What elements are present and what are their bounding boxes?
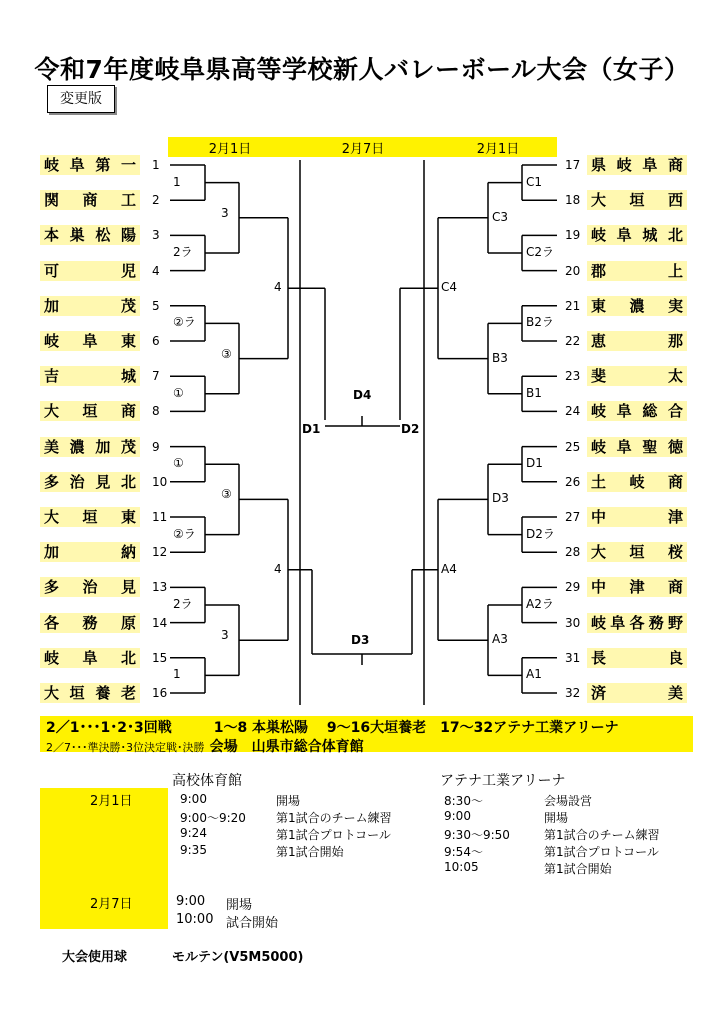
team-name: 岐阜総合 bbox=[591, 402, 683, 421]
match-label: ① bbox=[173, 456, 184, 471]
match-label: A2ラ bbox=[526, 597, 554, 611]
team-name: 岐阜城北 bbox=[591, 226, 683, 245]
schedule-event: 開場 bbox=[544, 811, 569, 825]
team-name: 大垣桜 bbox=[591, 543, 683, 562]
final-label: D4 bbox=[353, 388, 372, 402]
team-name: 関商工 bbox=[44, 191, 136, 210]
team-number: 5 bbox=[152, 298, 160, 313]
schedule-event: 第1試合開始 bbox=[544, 862, 612, 876]
team-name: 大垣東 bbox=[44, 508, 136, 526]
match-label: C3 bbox=[492, 209, 509, 224]
venue-line-2-dates: 2／7･･･準決勝･3位決定戦･決勝 bbox=[46, 741, 205, 754]
team-number: 15 bbox=[152, 650, 168, 665]
match-label: ① bbox=[173, 385, 184, 400]
team-name: 済美 bbox=[591, 684, 683, 702]
team-name: 岐阜東 bbox=[44, 332, 136, 350]
team-name: 長良 bbox=[591, 648, 683, 667]
schedule-time: 8:30～ bbox=[444, 794, 483, 808]
team-name: 東濃実 bbox=[591, 296, 683, 315]
match-label: A3 bbox=[492, 632, 508, 647]
schedule-time: 9:35 bbox=[180, 843, 207, 857]
team-number: 13 bbox=[152, 580, 168, 595]
schedule-event: 試合開始 bbox=[226, 916, 279, 931]
team-name: 加納 bbox=[44, 543, 136, 562]
page-title: 令和7年度岐阜県高等学校新人バレーボール大会（女子） bbox=[34, 55, 690, 84]
team-name: 大垣西 bbox=[591, 191, 683, 210]
team-number: 9 bbox=[152, 439, 160, 454]
match-label: A1 bbox=[526, 667, 542, 682]
match-label: B2ラ bbox=[526, 315, 554, 330]
semifinal-label: D2 bbox=[401, 422, 420, 436]
schedule-date-day7: 2月7日 bbox=[90, 897, 133, 912]
match-label: C1 bbox=[526, 174, 543, 189]
team-number: 3 bbox=[152, 228, 160, 243]
team-number: 12 bbox=[152, 545, 168, 560]
schedule-event: 開場 bbox=[276, 794, 301, 808]
match-label: ②ラ bbox=[173, 526, 196, 541]
match-label: C4 bbox=[441, 280, 458, 295]
ball-label: 大会使用球 bbox=[62, 950, 128, 965]
team-number: 23 bbox=[565, 369, 581, 384]
third-place-label: D3 bbox=[351, 633, 370, 647]
team-name: 岐阜聖徳 bbox=[591, 437, 683, 456]
team-number: 27 bbox=[565, 510, 581, 524]
team-number: 11 bbox=[152, 510, 168, 524]
schedule-time: 9:00 bbox=[176, 894, 206, 909]
match-label: 2ラ bbox=[173, 245, 193, 259]
team-number: 24 bbox=[565, 404, 581, 419]
match-label: ②ラ bbox=[173, 315, 196, 330]
venue-line-2-place: 会場 山県市総合体育館 bbox=[209, 739, 364, 755]
team-number: 8 bbox=[152, 404, 160, 419]
match-label: 1 bbox=[173, 174, 181, 189]
team-name: 各務原 bbox=[44, 613, 136, 632]
team-number: 31 bbox=[565, 650, 581, 665]
team-number: 22 bbox=[565, 334, 581, 348]
revised-badge: 変更版 bbox=[47, 85, 115, 113]
team-name: 恵那 bbox=[591, 332, 683, 350]
schedule-time: 10:05 bbox=[444, 860, 479, 874]
team-name: 岐阜第一 bbox=[44, 156, 136, 174]
match-label: D1 bbox=[526, 456, 543, 471]
team-number: 7 bbox=[152, 369, 160, 384]
schedule-event: 第1試合プロトコール bbox=[544, 845, 659, 859]
match-label: ③ bbox=[221, 487, 232, 502]
team-name: 多治見 bbox=[44, 578, 136, 597]
date-right: 2月1日 bbox=[476, 142, 520, 157]
team-number: 30 bbox=[565, 615, 581, 630]
team-name: 斐太 bbox=[591, 367, 683, 386]
schedule-time: 9:00 bbox=[180, 792, 207, 806]
match-label: 1 bbox=[173, 667, 181, 682]
team-name: 大垣商 bbox=[44, 402, 136, 421]
match-label: C2ラ bbox=[526, 245, 555, 259]
schedule-heading-arena: アテナ工業アリーナ bbox=[440, 773, 566, 789]
date-left: 2月1日 bbox=[208, 142, 252, 157]
ball-value: モルテン(V5M5000) bbox=[172, 950, 304, 965]
schedule-event: 第1試合のチーム練習 bbox=[544, 828, 660, 842]
match-label: B3 bbox=[492, 350, 508, 365]
team-number: 17 bbox=[565, 158, 581, 172]
team-number: 32 bbox=[565, 686, 581, 700]
schedule-event: 第1試合開始 bbox=[276, 845, 344, 859]
schedule-date-day1: 2月1日 bbox=[90, 794, 133, 809]
schedule-time: 9:30～9:50 bbox=[444, 828, 510, 842]
team-name: 吉城 bbox=[44, 367, 136, 386]
team-name: 可児 bbox=[44, 261, 136, 280]
schedule-time: 9:24 bbox=[180, 826, 207, 840]
schedule-event: 第1試合プロトコール bbox=[276, 828, 391, 842]
team-name: 本巣松陽 bbox=[44, 226, 136, 245]
match-label: A4 bbox=[441, 561, 457, 576]
team-name: 大垣養老 bbox=[44, 684, 136, 702]
team-name: 中津 bbox=[591, 508, 683, 526]
schedule-event: 開場 bbox=[226, 898, 253, 913]
team-number: 28 bbox=[565, 545, 581, 560]
team-number: 4 bbox=[152, 263, 160, 278]
team-number: 2 bbox=[152, 193, 160, 208]
team-name: 県岐阜商 bbox=[591, 156, 683, 174]
venue-line-2 bbox=[46, 736, 364, 756]
team-number: 18 bbox=[565, 193, 581, 208]
match-label: D3 bbox=[492, 491, 509, 506]
match-label: 3 bbox=[221, 205, 229, 220]
schedule-event: 会場設営 bbox=[544, 794, 593, 808]
team-name: 岐阜各務野 bbox=[591, 613, 683, 632]
semifinal-label: D1 bbox=[302, 422, 321, 436]
team-name: 郡上 bbox=[591, 261, 683, 280]
team-number: 10 bbox=[152, 474, 168, 489]
team-number: 14 bbox=[152, 615, 168, 630]
team-number: 21 bbox=[565, 298, 581, 313]
match-label: 3 bbox=[221, 628, 229, 643]
match-label: 4 bbox=[274, 561, 282, 576]
team-number: 19 bbox=[565, 228, 581, 243]
schedule-event: 第1試合のチーム練習 bbox=[276, 811, 392, 825]
team-name: 加茂 bbox=[44, 296, 136, 315]
match-label: ③ bbox=[221, 346, 232, 361]
team-name: 多治見北 bbox=[44, 472, 136, 491]
team-number: 16 bbox=[152, 686, 168, 700]
team-number: 25 bbox=[565, 439, 581, 454]
team-number: 20 bbox=[565, 263, 581, 278]
match-label: 4 bbox=[274, 280, 282, 295]
date-center: 2月7日 bbox=[341, 142, 385, 157]
schedule-heading-school: 高校体育館 bbox=[172, 773, 242, 789]
team-number: 29 bbox=[565, 580, 581, 595]
match-label: D2ラ bbox=[526, 526, 555, 541]
team-number: 1 bbox=[152, 158, 160, 172]
venue-line-1: 2／1･･･1･2･3回戦 1～8 本巣松陽 9～16大垣養老 17～32アテナ工業アリーナ bbox=[46, 720, 619, 736]
schedule-time: 10:00 bbox=[176, 912, 214, 927]
match-label: 2ラ bbox=[173, 597, 193, 611]
match-label: B1 bbox=[526, 385, 542, 400]
team-name: 美濃加茂 bbox=[44, 437, 136, 456]
schedule-time: 9:00 bbox=[444, 809, 471, 823]
team-name: 土岐商 bbox=[591, 472, 683, 491]
schedule-time: 9:00～9:20 bbox=[180, 811, 246, 825]
team-name: 岐阜北 bbox=[44, 648, 136, 667]
team-number: 26 bbox=[565, 474, 581, 489]
team-number: 6 bbox=[152, 334, 160, 348]
team-name: 中津商 bbox=[591, 578, 683, 597]
schedule-time: 9:54～ bbox=[444, 845, 483, 859]
